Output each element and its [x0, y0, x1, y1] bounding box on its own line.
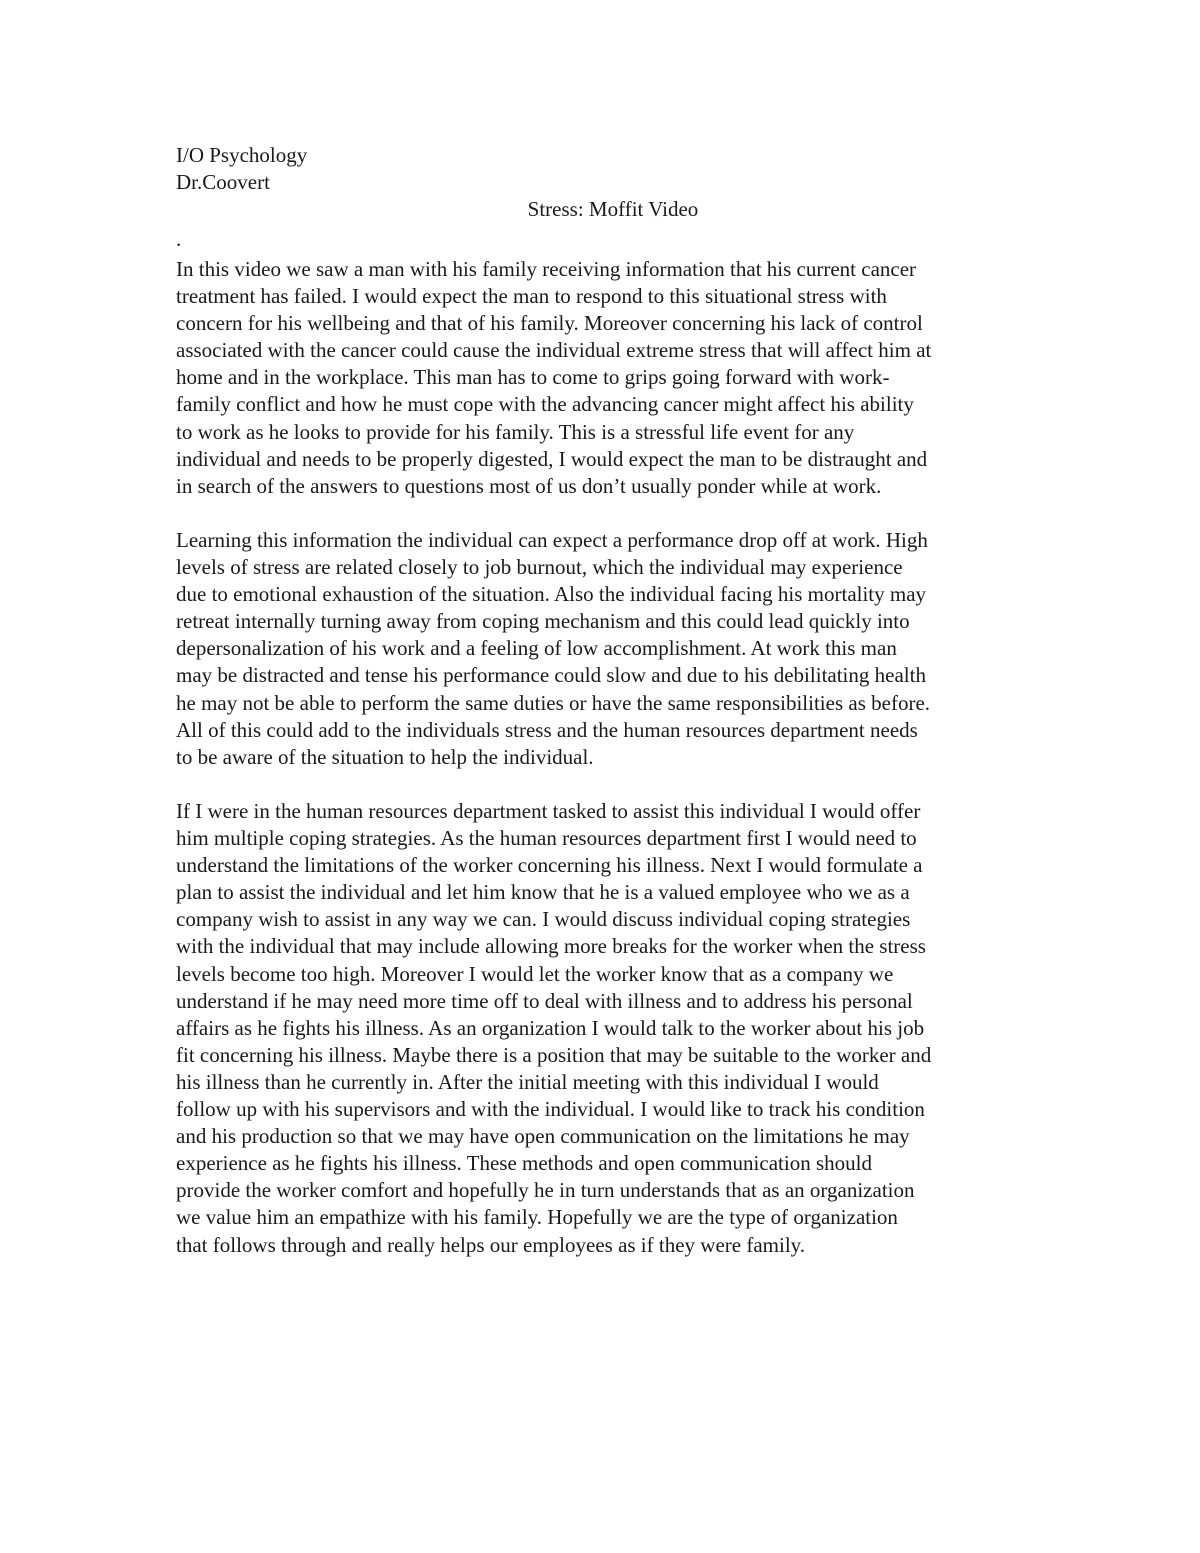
text-line: levels of stress are related closely to job burnout, which the individual may experience	[176, 555, 903, 580]
text-line: All of this could add to the individuals stress and the human resources department needs	[176, 717, 918, 742]
text-line: him multiple coping strategies. As the human resources department first I would need to	[176, 826, 917, 851]
text-line: to be aware of the situation to help the individual.	[176, 744, 594, 769]
document-title: Stress: Moffit Video	[527, 197, 699, 221]
text-line: that follows through and really helps our employees as if they were family.	[176, 1232, 806, 1257]
text-line: provide the worker comfort and hopefully he in turn understands that as an organization	[176, 1178, 915, 1203]
text-line: associated with the cancer could cause the individual extreme stress that will affect him at	[176, 338, 932, 363]
text-line: retreat internally turning away from coping mechanism and this could lead quickly into	[176, 609, 910, 634]
text-line: Learning this information the individual can expect a performance drop off at work. High	[176, 528, 928, 552]
text-line: experience as he fights his illness. These methods and open communication should	[176, 1151, 872, 1176]
text-line: affairs as he fights his illness. As an organization I would talk to the worker about his job	[176, 1015, 925, 1040]
text-line: If I were in the human resources department tasked to assist this individual I would offer	[176, 799, 921, 823]
text-line: to work as he looks to provide for his family. This is a stressful life event for any	[176, 419, 855, 444]
text-line: understand the limitations of the worker concerning his illness. Next I would formulate a	[176, 853, 923, 878]
paragraph-2	[176, 527, 1028, 771]
text-line: may be distracted and tense his performance could slow and due to his debilitating health	[176, 663, 926, 688]
text-line: company wish to assist in any way we can. I would discuss individual coping strategies	[176, 907, 911, 932]
instructor-name: Dr.Coovert	[176, 170, 270, 194]
text-line: with the individual that may include allowing more breaks for the worker when the stress	[176, 934, 926, 959]
course-name: I/O Psychology	[176, 143, 308, 167]
text-line: individual and needs to be properly digested, I would expect the man to be distraught and	[176, 446, 928, 471]
paragraph-3	[176, 798, 1028, 1259]
text-line: treatment has failed. I would expect the man to respond to this situational stress with	[176, 284, 887, 309]
text-line: he may not be able to perform the same duties or have the same responsibilities as before.	[176, 690, 931, 715]
text-line: plan to assist the individual and let him know that he is a valued employee who we as a	[176, 880, 910, 905]
text-line: home and in the workplace. This man has to come to grips going forward with work-	[176, 365, 890, 390]
text-line: fit concerning his illness. Maybe there is a position that may be suitable to the worker and	[176, 1042, 932, 1067]
text-line: and his production so that we may have open communication on the limitations he may	[176, 1124, 910, 1149]
text-line: family conflict and how he must cope with the advancing cancer might affect his ability	[176, 392, 914, 417]
stray-period: .	[176, 227, 182, 251]
text-line: we value him an empathize with his family. Hopefully we are the type of organization	[176, 1205, 898, 1230]
text-line: his illness than he currently in. After the initial meeting with this individual I would	[176, 1069, 879, 1094]
text-line: follow up with his supervisors and with the individual. I would like to track his condition	[176, 1097, 925, 1122]
text-line: due to emotional exhaustion of the situation. Also the individual facing his mortality may	[176, 582, 927, 607]
text-line: concern for his wellbeing and that of his family. Moreover concerning his lack of control	[176, 311, 923, 336]
text-line: in search of the answers to questions most of us don’t usually ponder while at work.	[176, 473, 882, 498]
text-line: In this video we saw a man with his family receiving information that his current cancer	[176, 257, 917, 281]
text-line: depersonalization of his work and a feeling of low accomplishment. At work this man	[176, 636, 897, 661]
text-line: levels become too high. Moreover I would let the worker know that as a company we	[176, 961, 894, 986]
text-line: understand if he may need more time off to deal with illness and to address his personal	[176, 988, 913, 1013]
paragraph-1	[176, 256, 1028, 500]
